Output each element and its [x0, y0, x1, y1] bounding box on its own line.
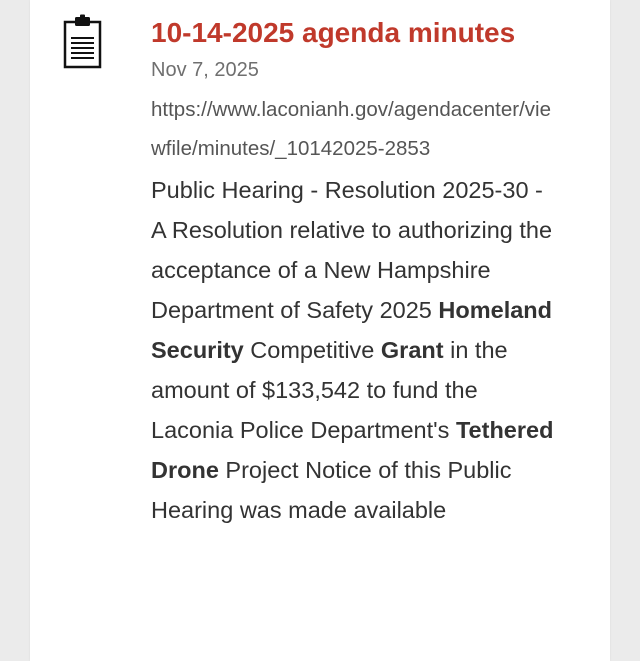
snippet-text: Public Hearing - Resolution 2025-30 - A Resolution relative to authorizing the acceptance of a New Hampshire Department of Safety 2025 — [151, 177, 553, 323]
snippet-highlight: Tethered Drone — [151, 417, 554, 483]
snippet-text: Competitive — [243, 337, 381, 363]
result-title-link[interactable]: 10-14-2025 agenda minutes — [151, 17, 516, 48]
result-url: https://www.laconianh.gov/agendacenter/viewfile/minutes/_10142025-2853 — [151, 98, 552, 160]
snippet-text: in the amount of $133,542 to fund the Laconia Police Department's — [151, 337, 508, 443]
search-result-content — [151, 14, 571, 530]
snippet-highlight: Homeland Security — [151, 297, 553, 363]
result-date: Nov 7, 2025 — [151, 59, 259, 81]
clipboard-document-icon — [62, 14, 106, 70]
result-snippet — [151, 170, 561, 530]
snippet-text: Project Notice of this Public Hearing was made available — [151, 457, 512, 523]
snippet-highlight: Grant — [380, 337, 444, 363]
